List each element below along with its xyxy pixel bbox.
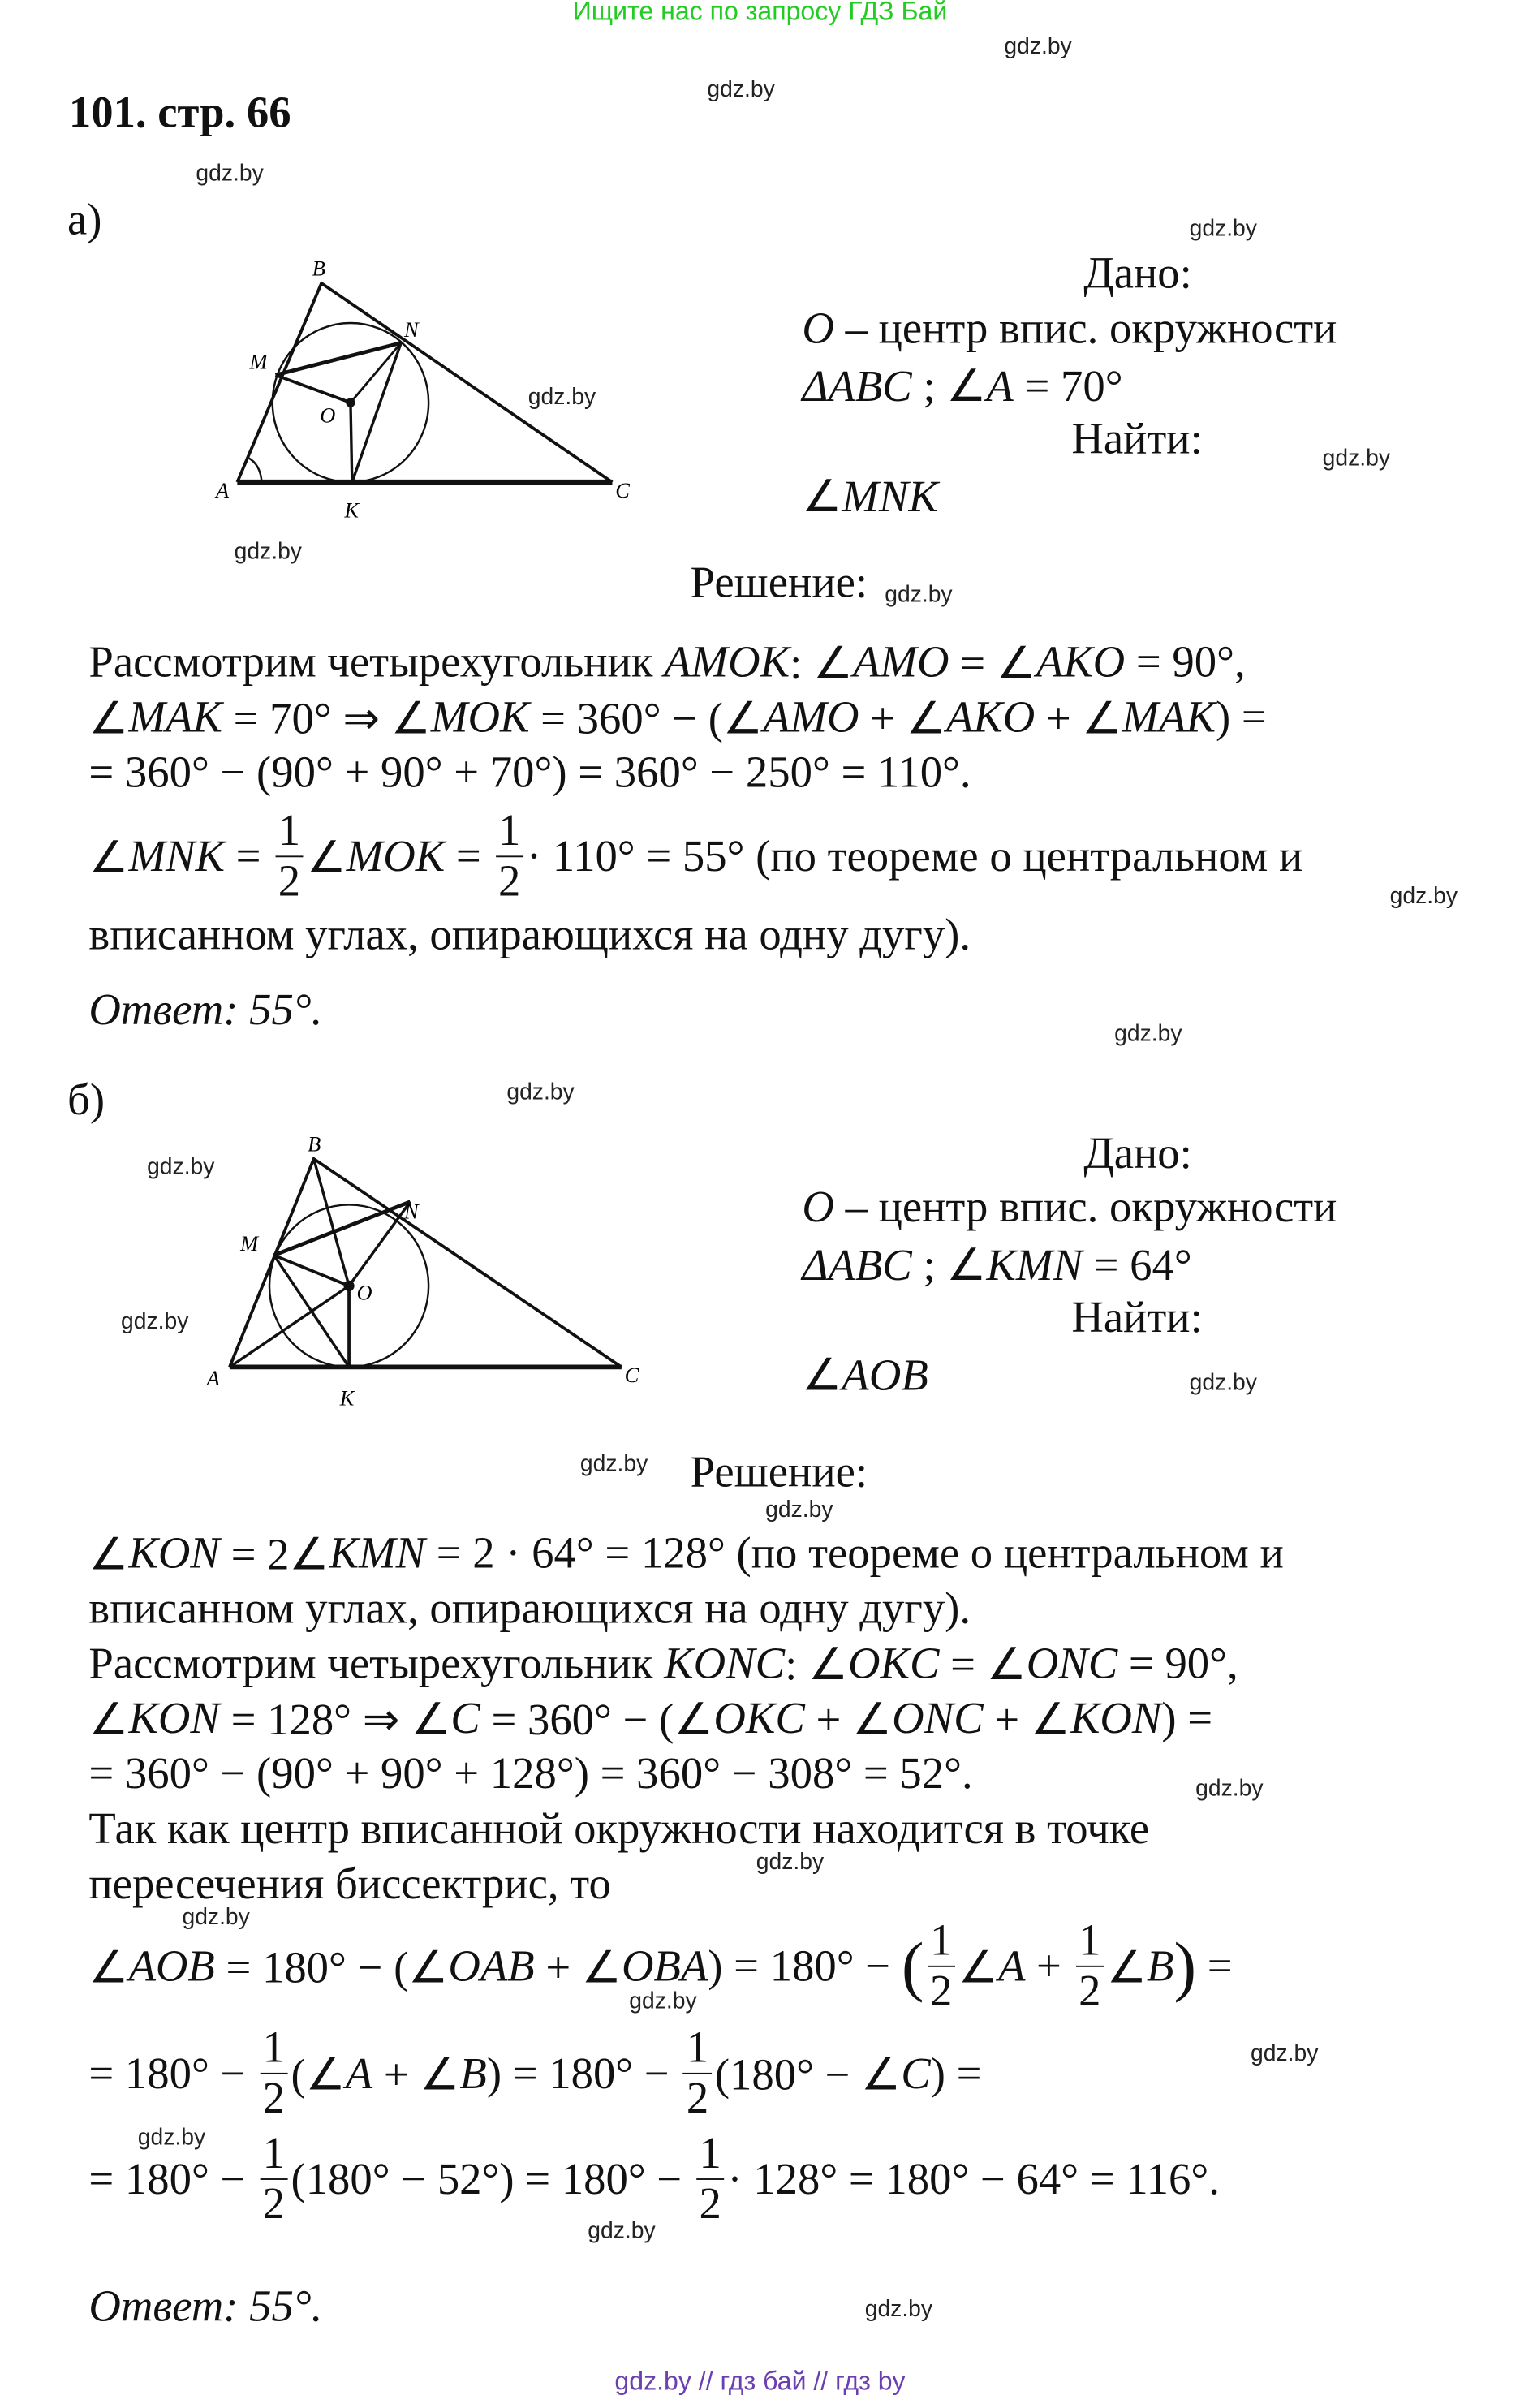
- label-a: A: [215, 478, 230, 503]
- text-segment: ) = 180° −: [486, 2048, 681, 2099]
- text-segment: + ∠: [983, 1695, 1070, 1745]
- math-variable: KMN: [329, 1528, 426, 1578]
- math-variable: KON: [128, 1528, 220, 1578]
- label-k: K: [339, 1385, 355, 1411]
- given-line: [802, 360, 1122, 413]
- text-segment: + ∠: [804, 1695, 893, 1745]
- text-segment: = 64°: [1082, 1241, 1192, 1291]
- math-variable: A: [345, 2048, 373, 2099]
- watermark: gdz.by: [885, 581, 953, 608]
- math-variable: KON: [1070, 1694, 1162, 1743]
- math-variable: AKO: [1036, 637, 1126, 687]
- given-line: [802, 1238, 1191, 1292]
- text-segment: ∠: [958, 1943, 998, 1992]
- watermark: gdz.by: [527, 384, 596, 411]
- math-variable: MNK: [128, 832, 225, 881]
- text-segment: ∠: [802, 1351, 842, 1401]
- math-variable: AMO: [763, 692, 859, 742]
- text-segment: + ∠: [534, 1943, 622, 1992]
- solution-line: [88, 1857, 610, 1912]
- math-variable: KMN: [986, 1241, 1083, 1291]
- watermark: gdz.by: [1195, 1775, 1264, 1803]
- numerator: 1: [260, 2027, 288, 2074]
- math-variable: B: [1147, 1941, 1174, 1992]
- part-b-label: б): [67, 1075, 105, 1126]
- text-segment: ) =: [1215, 692, 1267, 742]
- math-variable: B: [459, 2048, 487, 2099]
- text-segment: ∠: [88, 694, 129, 743]
- text-segment: =: [1196, 1941, 1233, 1992]
- watermark: gdz.by: [1189, 1370, 1257, 1397]
- numerator: 1: [275, 810, 304, 857]
- numerator: 1: [683, 2027, 712, 2074]
- math-variable: MOK: [346, 832, 446, 881]
- text-segment: = 128° ⇒ ∠: [219, 1695, 451, 1745]
- math-variable: AOB: [842, 1351, 928, 1401]
- large-parenthesis: ): [1173, 1928, 1197, 2005]
- text-segment: = 360° − (90° + 90° + 70°) = 360° − 250° = 110°.: [88, 747, 971, 797]
- text-segment: · 110° = 55° (по теореме о центральном и: [526, 832, 1303, 881]
- segment-on: [351, 343, 401, 403]
- fraction: [275, 807, 304, 907]
- watermark: gdz.by: [234, 538, 302, 566]
- denominator: 2: [686, 2074, 709, 2124]
- solution-line: [88, 2023, 982, 2124]
- numerator: 1: [696, 2132, 725, 2179]
- text-segment: · 128° = 180° − 64° = 116°.: [727, 2154, 1220, 2204]
- text-segment: = ∠: [949, 639, 1036, 688]
- text-segment: ∠: [88, 1943, 129, 1992]
- text-segment: (∠: [291, 2050, 346, 2100]
- math-variable: KONC: [664, 1639, 786, 1688]
- fraction: [495, 807, 523, 907]
- text-segment: – центр впис. окружности: [833, 304, 1337, 354]
- label-n: N: [403, 317, 419, 342]
- watermark: gdz.by: [579, 1451, 648, 1478]
- math-variable: MOK: [430, 692, 530, 742]
- solution-line: [88, 1802, 1149, 1857]
- solution-line: [88, 807, 1303, 907]
- segment-mo: [276, 375, 351, 403]
- math-variable: O: [802, 1183, 834, 1233]
- text-segment: = 360° − (∠: [529, 694, 764, 743]
- text-segment: ∠: [802, 472, 842, 523]
- text-segment: Рассмотрим четырехугольник: [88, 637, 665, 687]
- label-c: C: [615, 478, 630, 503]
- math-variable: AMO: [853, 637, 949, 687]
- given-line: [802, 304, 1337, 355]
- solution-line: [88, 691, 1266, 746]
- text-segment: = 70°: [1013, 363, 1123, 412]
- text-segment: = 360° − (∠: [480, 1695, 714, 1745]
- figure-b-triangle: [199, 1125, 658, 1415]
- solution-line: [88, 635, 1245, 691]
- label-a: A: [206, 1366, 220, 1391]
- text-segment: ) =: [1161, 1694, 1213, 1743]
- text-segment: : ∠: [790, 639, 854, 688]
- text-segment: пересечения биссектрис, то: [88, 1859, 611, 1909]
- math-variable: ONC: [1026, 1639, 1118, 1688]
- denominator: 2: [278, 857, 301, 907]
- math-variable: MAK: [128, 692, 222, 742]
- math-variable: AMOK: [664, 637, 790, 687]
- angle-a-arc: [248, 458, 262, 482]
- numerator: 1: [1075, 1919, 1104, 1966]
- text-segment: = 70° ⇒ ∠: [222, 694, 431, 743]
- solution-line: [88, 1747, 972, 1802]
- answer: Ответ: 55°.: [88, 2282, 323, 2332]
- solution-line: [88, 1581, 971, 1636]
- find-title: Найти:: [1071, 1293, 1203, 1343]
- text-segment: (180° − ∠: [714, 2050, 902, 2100]
- watermark: gdz.by: [182, 1904, 250, 1931]
- fraction: [1075, 1916, 1104, 2017]
- watermark: gdz.by: [1251, 2040, 1319, 2067]
- watermark: gdz.by: [1389, 883, 1458, 910]
- fraction: [260, 2129, 288, 2229]
- fraction: [260, 2023, 288, 2124]
- segment-ok: [351, 403, 352, 482]
- watermark: gdz.by: [707, 76, 775, 103]
- math-variable: KON: [128, 1694, 220, 1743]
- watermark: gdz.by: [196, 161, 264, 187]
- watermark: gdz.by: [1189, 215, 1257, 243]
- math-variable: A: [997, 1941, 1026, 1992]
- figure-a-triangle: [199, 245, 658, 536]
- text-segment: вписанном углах, опирающихся на одну дугу).: [88, 1583, 971, 1633]
- find-title: Найти:: [1071, 415, 1203, 464]
- text-segment: ∠: [88, 1695, 129, 1745]
- watermark: gdz.by: [121, 1308, 189, 1335]
- text-segment: Рассмотрим четырехугольник: [88, 1639, 665, 1688]
- text-segment: ; ∠: [911, 1241, 987, 1291]
- label-n: N: [403, 1199, 419, 1224]
- given-line: [802, 1183, 1337, 1234]
- solution-line: [88, 1691, 1212, 1747]
- answer: Ответ: 55°.: [88, 985, 323, 1036]
- text-segment: = 2∠: [219, 1530, 329, 1579]
- numerator: 1: [495, 810, 523, 857]
- math-variable: OKC: [848, 1639, 940, 1688]
- solution-title: Решение:: [690, 558, 868, 608]
- fraction: [927, 1916, 955, 2017]
- label-c: C: [624, 1363, 639, 1388]
- label-k: K: [344, 498, 360, 523]
- find-value: [802, 470, 938, 523]
- watermark: gdz.by: [1322, 445, 1391, 472]
- given-title: Дано:: [1083, 249, 1192, 299]
- math-variable: ΔABC: [802, 363, 912, 412]
- text-segment: (180° − 52°) = 180° −: [291, 2154, 693, 2204]
- text-segment: = 90°,: [1125, 637, 1246, 687]
- text-segment: = 180° −: [88, 2154, 257, 2204]
- math-variable: O: [802, 304, 834, 354]
- math-variable: OAB: [448, 1941, 535, 1992]
- search-banner[interactable]: Ищите нас по запросу ГДЗ Бай: [572, 0, 948, 27]
- math-variable: C: [901, 2048, 931, 2099]
- denominator: 2: [262, 2179, 285, 2229]
- math-variable: OBA: [621, 1941, 708, 1992]
- watermark: gdz.by: [588, 2218, 656, 2245]
- text-segment: =: [445, 832, 493, 881]
- text-segment: + ∠: [372, 2050, 460, 2100]
- denominator: 2: [930, 1966, 953, 2017]
- solution-line: [88, 746, 971, 801]
- denominator: 2: [497, 857, 521, 907]
- large-parenthesis: (: [901, 1928, 924, 2005]
- solution-line: [88, 908, 971, 963]
- label-o: O: [356, 1280, 372, 1305]
- center-point: [343, 1281, 354, 1291]
- solution-title: Решение:: [690, 1448, 868, 1497]
- numerator: 1: [927, 1919, 955, 1966]
- label-b: B: [308, 1131, 321, 1157]
- problem-title: 101. стр. 66: [68, 88, 291, 138]
- math-variable: MNK: [842, 472, 938, 523]
- text-segment: ∠: [306, 834, 347, 883]
- text-segment: = 360° − (90° + 90° + 128°) = 360° − 308° = 52°.: [88, 1748, 973, 1798]
- math-variable: AKO: [945, 692, 1036, 742]
- denominator: 2: [262, 2074, 285, 2124]
- footer-links[interactable]: gdz.by // гдз бай // гдз by: [614, 2367, 906, 2396]
- watermark: gdz.by: [765, 1497, 833, 1523]
- math-variable: A: [986, 363, 1014, 412]
- label-o: O: [320, 403, 336, 428]
- math-variable: ONC: [892, 1694, 984, 1743]
- text-segment: = 180° −: [88, 2048, 257, 2099]
- text-segment: + ∠: [1035, 694, 1122, 743]
- text-segment: ∠: [88, 834, 129, 883]
- fraction: [696, 2129, 725, 2229]
- solution-line: [88, 1527, 1283, 1582]
- text-segment: ∠: [1107, 1943, 1148, 1992]
- watermark: gdz.by: [629, 1988, 697, 2015]
- watermark: gdz.by: [864, 2296, 933, 2323]
- text-segment: ) =: [930, 2048, 982, 2099]
- label-b: B: [312, 256, 325, 281]
- text-segment: = 180° − (∠: [214, 1943, 449, 1992]
- center-point: [346, 398, 355, 407]
- text-segment: = 2 · 64° = 128° (по теореме о центральном и: [425, 1528, 1284, 1578]
- segment-kn: [352, 343, 401, 483]
- label-m: M: [240, 1231, 259, 1256]
- math-variable: OKC: [713, 1694, 805, 1743]
- math-variable: AOB: [128, 1941, 215, 1992]
- denominator: 2: [1079, 1966, 1101, 2017]
- numerator: 1: [260, 2132, 288, 2179]
- watermark: gdz.by: [137, 2125, 206, 2152]
- watermark: gdz.by: [147, 1154, 215, 1181]
- text-segment: Так как центр вписанной окружности находится в точке: [88, 1803, 1150, 1854]
- fraction: [683, 2023, 712, 2124]
- text-segment: : ∠: [785, 1640, 849, 1690]
- denominator: 2: [699, 2179, 721, 2229]
- solution-line: [88, 1636, 1238, 1691]
- watermark: gdz.by: [506, 1079, 575, 1105]
- watermark: gdz.by: [756, 1849, 825, 1876]
- math-variable: ΔABC: [802, 1241, 912, 1291]
- text-segment: – центр впис. окружности: [833, 1183, 1337, 1233]
- text-segment: ∠: [88, 1530, 129, 1579]
- math-variable: MAK: [1122, 692, 1216, 742]
- math-variable: C: [450, 1694, 480, 1743]
- find-value: [802, 1349, 928, 1402]
- text-segment: ; ∠: [911, 363, 987, 412]
- watermark: gdz.by: [1114, 1021, 1182, 1048]
- part-a-label: а): [67, 196, 102, 245]
- text-segment: ) = 180° −: [708, 1941, 902, 1992]
- text-segment: вписанном углах, опирающихся на одну дугу).: [88, 910, 971, 959]
- text-segment: = 90°,: [1117, 1639, 1238, 1688]
- text-segment: = ∠: [939, 1640, 1027, 1690]
- text-segment: =: [224, 832, 273, 881]
- text-segment: + ∠: [859, 694, 946, 743]
- label-m: M: [249, 349, 268, 374]
- given-title: Дано:: [1083, 1130, 1192, 1179]
- watermark: gdz.by: [1004, 33, 1072, 60]
- text-segment: +: [1025, 1941, 1073, 1992]
